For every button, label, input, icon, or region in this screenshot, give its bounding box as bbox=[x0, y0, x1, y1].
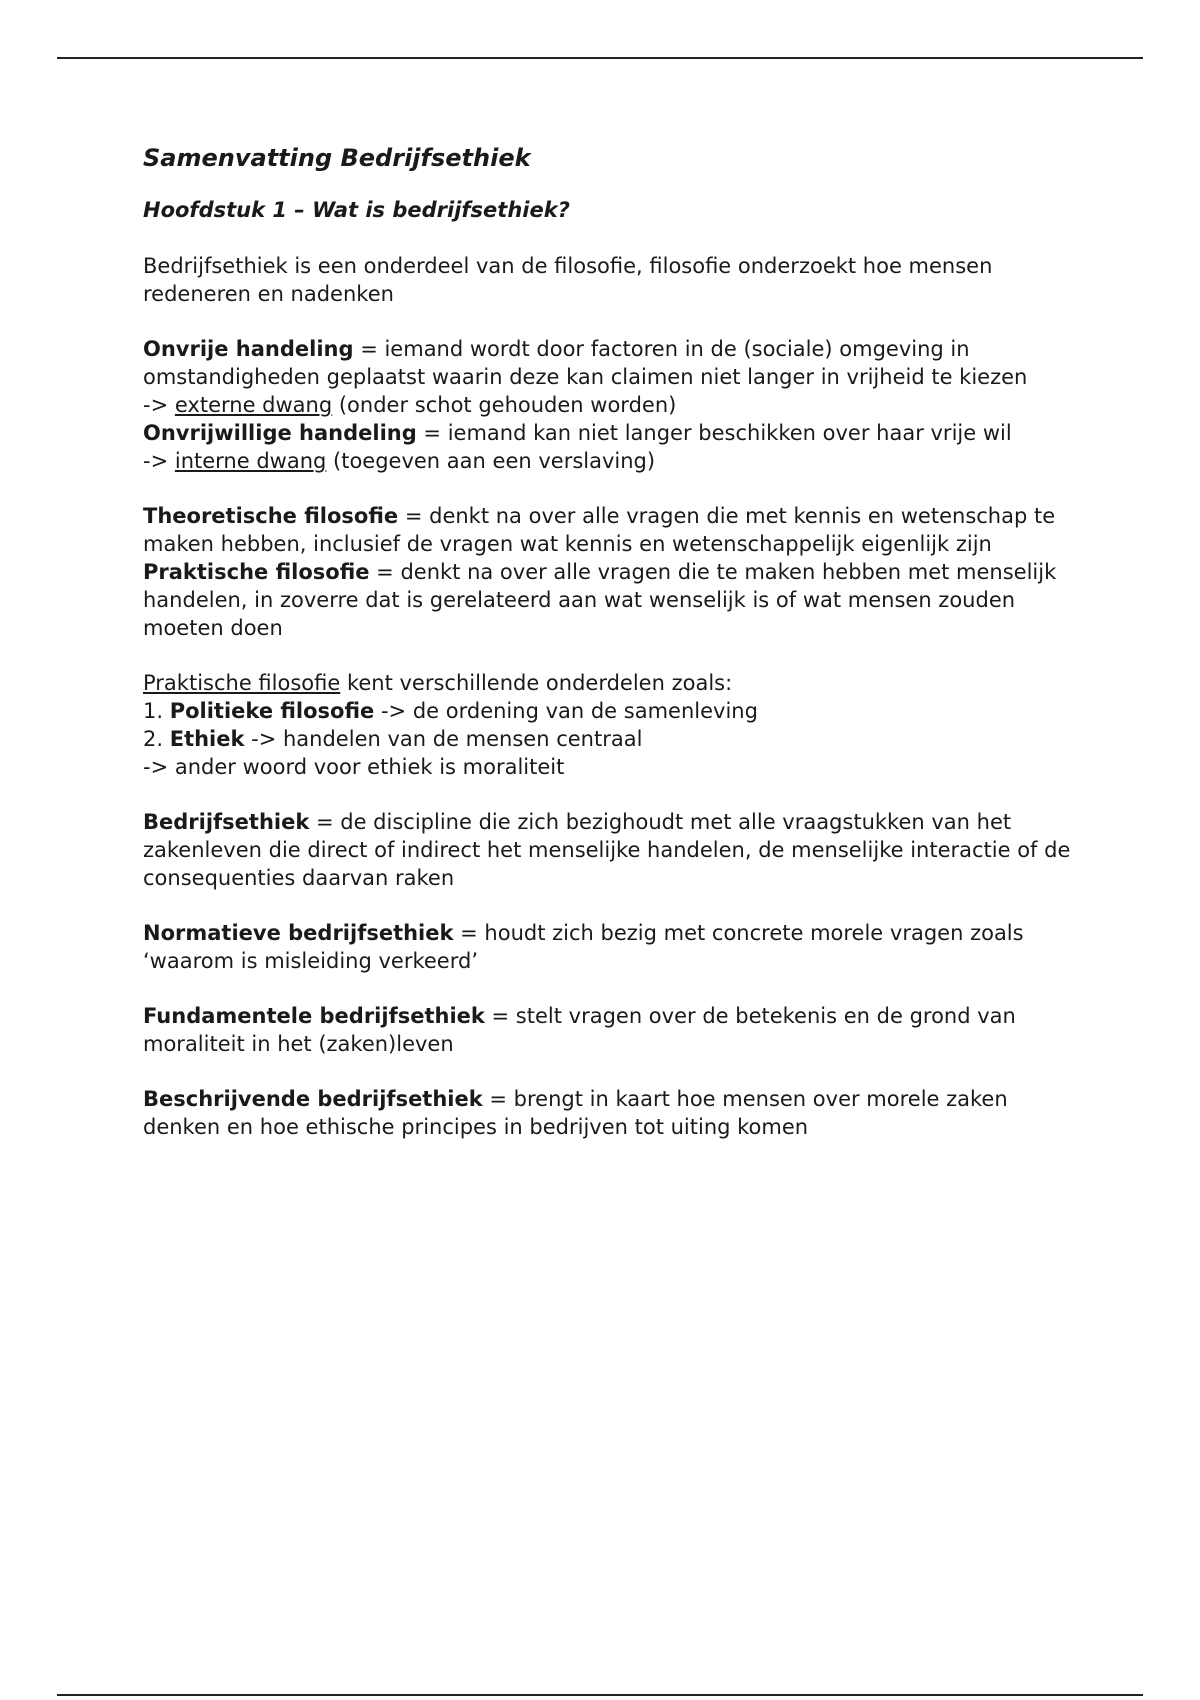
document-body bbox=[143, 140, 1083, 1141]
example-text: (toegeven aan een verslaving) bbox=[326, 449, 656, 473]
term-onvrijwillige-handeling: Onvrijwillige handeling bbox=[143, 421, 417, 445]
arrow-marker: -> bbox=[143, 449, 175, 473]
list-item-text: -> handelen van de mensen centraal bbox=[244, 727, 643, 751]
intro-paragraph: Bedrijfsethiek is een onderdeel van de filosofie, filosofie onderzoekt hoe mensen redeneren en nadenken bbox=[143, 254, 993, 306]
lead-text: kent verschillende onderdelen zoals: bbox=[340, 671, 733, 695]
definition-bedrijfsethiek bbox=[143, 808, 1083, 892]
definition-onvrije-handeling bbox=[143, 335, 1083, 391]
term-onvrije-handeling: Onvrije handeling bbox=[143, 337, 354, 361]
term-ethiek: Ethiek bbox=[169, 727, 245, 751]
list-item-politieke-filosofie bbox=[143, 697, 1083, 725]
definition-fundamentele-bedrijfsethiek bbox=[143, 1002, 1083, 1058]
list-number: 1. bbox=[143, 699, 170, 723]
definition-normatieve-bedrijfsethiek bbox=[143, 919, 1083, 975]
example-text: (onder schot gehouden worden) bbox=[332, 393, 677, 417]
term-fundamentele-bedrijfsethiek: Fundamentele bedrijfsethiek bbox=[143, 1004, 485, 1028]
arrow-marker: -> bbox=[143, 393, 175, 417]
term-praktische-filosofie: Praktische filosofie bbox=[143, 560, 370, 584]
definition-onvrijwillige-handeling bbox=[143, 419, 1083, 447]
list-item-ethiek bbox=[143, 725, 1083, 753]
definition-beschrijvende-bedrijfsethiek bbox=[143, 1085, 1083, 1141]
example-line-externe-dwang bbox=[143, 391, 1083, 419]
term-praktische-filosofie-link: Praktische filosofie bbox=[143, 671, 341, 695]
list-item-text: -> de ordening van de samenleving bbox=[374, 699, 758, 723]
definition-text: = iemand wordt door factoren in de (sociale) omgeving in omstandigheden geplaatst waarin deze kan claimen niet langer in vrijheid te kiezen bbox=[143, 337, 1028, 389]
term-beschrijvende-bedrijfsethiek: Beschrijvende bedrijfsethiek bbox=[143, 1087, 483, 1111]
definition-text: = iemand kan niet langer beschikken over haar vrije wil bbox=[416, 421, 1012, 445]
term-politieke-filosofie: Politieke filosofie bbox=[169, 699, 375, 723]
example-line-interne-dwang bbox=[143, 447, 1083, 475]
term-normatieve-bedrijfsethiek: Normatieve bedrijfsethiek bbox=[143, 921, 454, 945]
definition-text: = denkt na over alle vragen die te maken hebben met menselijk handelen, in zoverre dat is gerelateerd aan wat wenselijk is of wat mensen zouden moeten doen bbox=[143, 560, 1057, 640]
definition-text: = brengt in kaart hoe mensen over morele zaken denken en hoe ethische principes in bedrijven tot uiting komen bbox=[143, 1087, 1008, 1139]
definition-theoretische-filosofie bbox=[143, 502, 1083, 558]
definition-text: = denkt na over alle vragen die met kennis en wetenschap te maken hebben, inclusief de vragen wat kennis en wetenschappelijk eigenlijk zijn bbox=[143, 504, 1056, 556]
term-theoretische-filosofie: Theoretische filosofie bbox=[143, 504, 399, 528]
onderdelen-lead bbox=[143, 669, 1083, 697]
definition-text: = houdt zich bezig met concrete morele vragen zoals ‘waarom is misleiding verkeerd’ bbox=[143, 921, 1024, 973]
definition-praktische-filosofie bbox=[143, 558, 1083, 642]
list-number: 2. bbox=[143, 727, 170, 751]
term-externe-dwang: externe dwang bbox=[174, 393, 333, 417]
header-rule bbox=[57, 57, 1143, 59]
document-title: Samenvatting Bedrijfsethiek bbox=[143, 144, 531, 172]
moraliteit-note: -> ander woord voor ethiek is moraliteit bbox=[143, 755, 565, 779]
definition-text: = stelt vragen over de betekenis en de grond van moraliteit in het (zaken)leven bbox=[143, 1004, 1016, 1056]
term-interne-dwang: interne dwang bbox=[174, 449, 327, 473]
footer-rule bbox=[57, 1694, 1143, 1696]
definition-text: = de discipline die zich bezighoudt met alle vraagstukken van het zakenleven die direct of indirect het menselijke handelen, de menselijke interactie of de consequenties daarvan raken bbox=[143, 810, 1071, 890]
chapter-heading: Hoofdstuk 1 – Wat is bedrijfsethiek? bbox=[143, 198, 570, 222]
term-bedrijfsethiek: Bedrijfsethiek bbox=[143, 810, 310, 834]
